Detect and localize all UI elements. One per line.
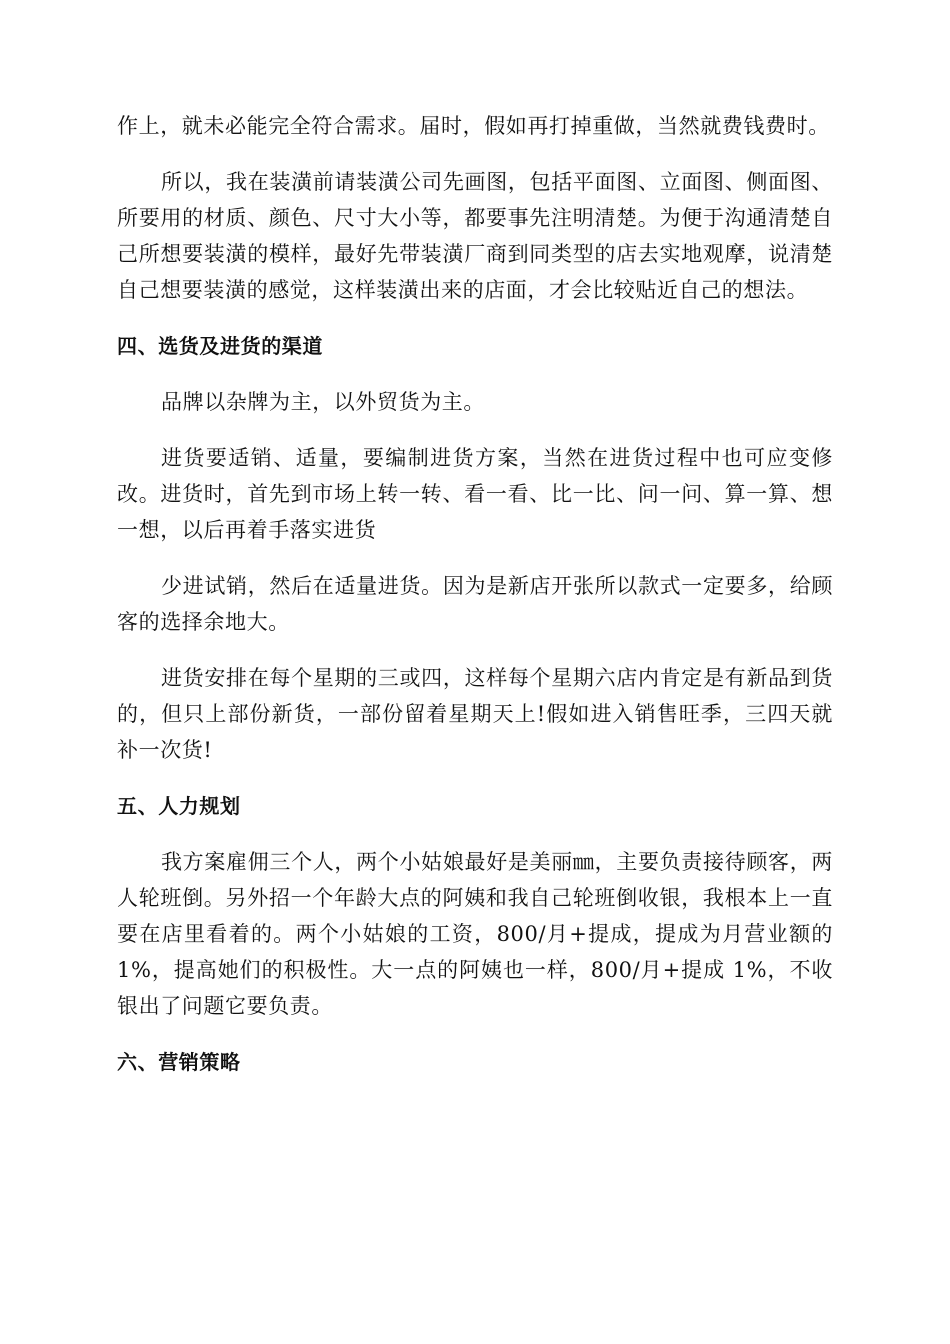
paragraph-trial-sales: 少进试销，然后在适量进货。因为是新店开张所以款式一定要多，给顾客的选择余地大。 bbox=[117, 574, 833, 634]
paragraph-staffing-plan: 我方案雇佣三个人，两个小姑娘最好是美丽㎜，主要负责接待顾客，两人轮班倒。另外招一个年龄大点的阿姨和我自己轮班倒收银，我根本上一直要在店里看着的。两个小姑娘的工资，800/月+提成，提成为月营业额的 1%，提高她们的积极性。大一点的阿姨也一样，800/月+提成 1%，不收银出了问题它要负责。 bbox=[117, 850, 833, 1018]
paragraph-brand: 品牌以杂牌为主，以外贸货为主。 bbox=[161, 390, 485, 414]
document-page bbox=[117, 108, 833, 1100]
paragraph-continuation: 作上，就未必能完全符合需求。届时，假如再打掉重做，当然就费钱费时。 bbox=[117, 114, 830, 138]
paragraph-restock-schedule: 进货安排在每个星期的三或四，这样每个星期六店内肯定是有新品到货的，但只上部份新货，一部份留着星期天上!假如进入销售旺季，三四天就补一次货! bbox=[117, 666, 833, 762]
paragraph-design-drawings: 所以，我在装潢前请装潢公司先画图，包括平面图、立面图、侧面图、所要用的材质、颜色、尺寸大小等，都要事先注明清楚。为便于沟通清楚自己所想要装潢的模样，最好先带装潢厂商到同类型的店去实地观摩，说清楚自己想要装潢的感觉，这样装潢出来的店面，才会比较贴近自己的想法。 bbox=[117, 170, 833, 302]
section-heading-purchasing: 四、选货及进货的渠道 bbox=[117, 334, 323, 358]
section-heading-marketing: 六、营销策略 bbox=[117, 1050, 241, 1074]
section-heading-staffing: 五、人力规划 bbox=[117, 794, 241, 818]
paragraph-purchasing-plan: 进货要适销、适量，要编制进货方案，当然在进货过程中也可应变修改。进货时，首先到市场上转一转、看一看、比一比、问一问、算一算、想一想，以后再着手落实进货 bbox=[117, 446, 833, 542]
